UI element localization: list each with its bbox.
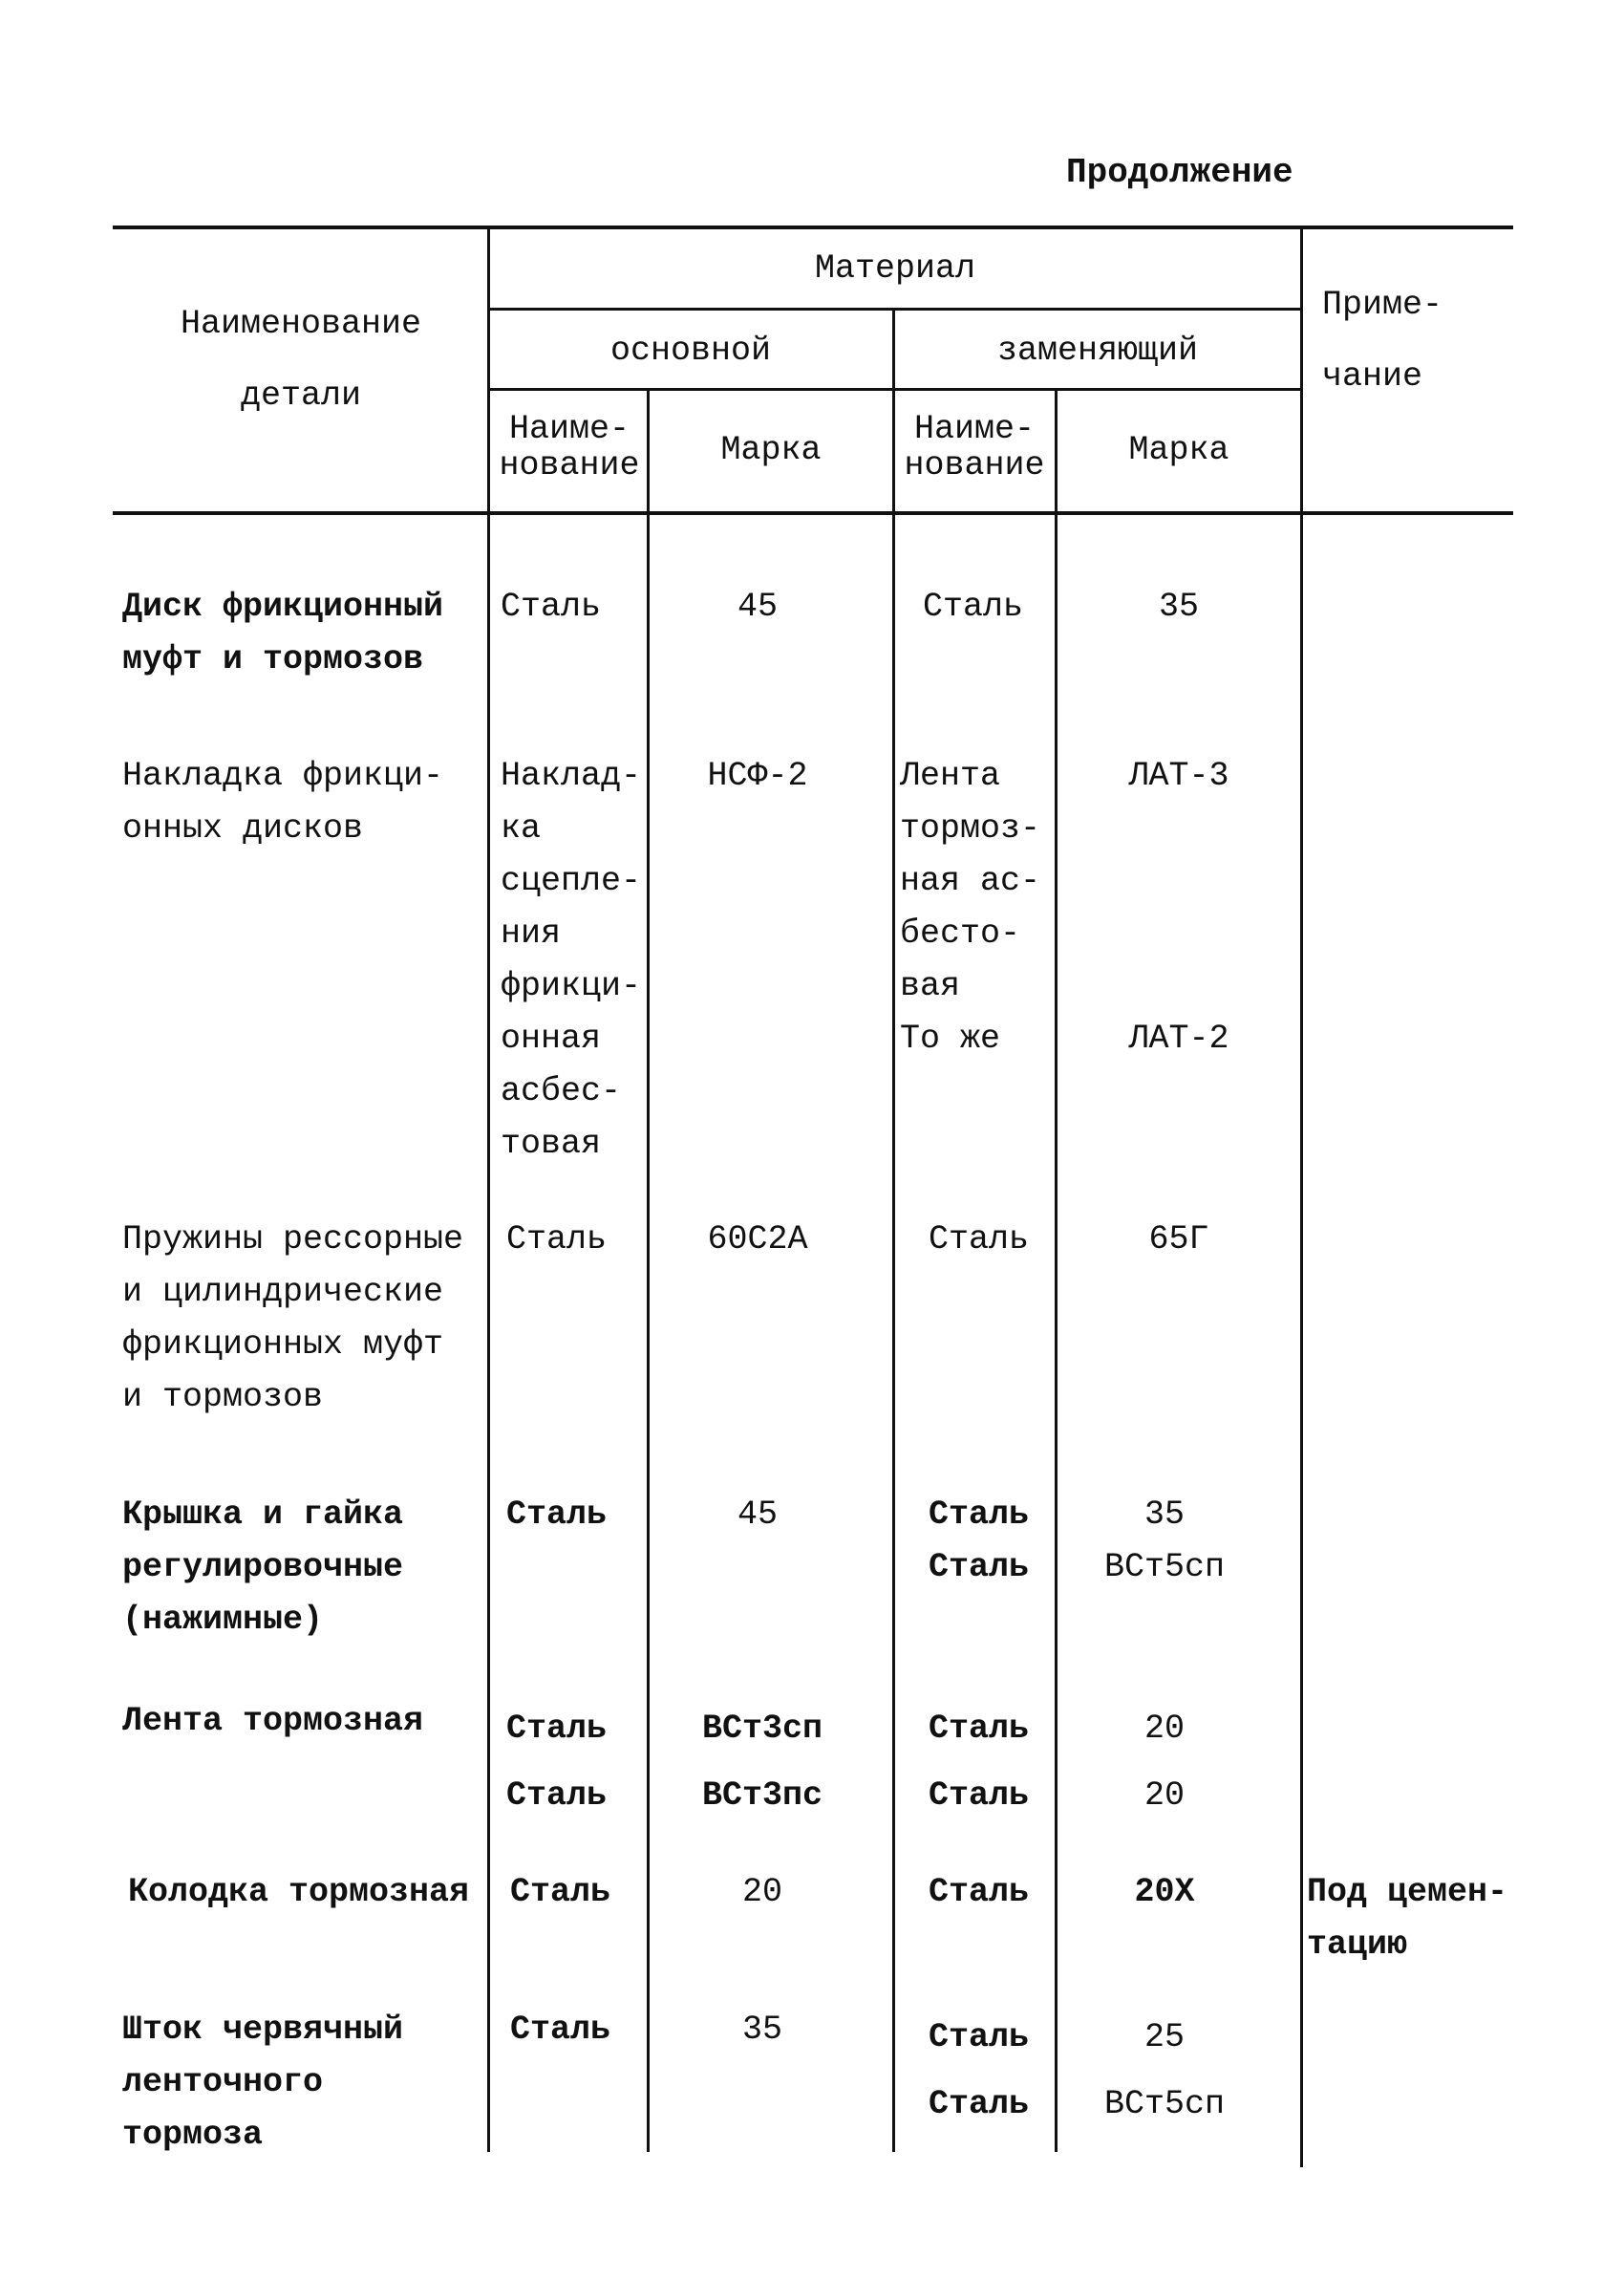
row-1-main-grade: НСФ-2	[707, 757, 808, 795]
row-2-main-name: Сталь	[506, 1220, 608, 1258]
row-2-repl-name: Сталь	[929, 1220, 1030, 1258]
header-repl-grade: Марка	[1128, 431, 1229, 469]
row-4-main-name: Сталь Сталь	[506, 1710, 608, 1815]
row-3-main-name: Сталь	[506, 1495, 608, 1534]
row-5-main-name: Сталь	[510, 1873, 611, 1911]
header-main-name: Наиме- нование	[499, 410, 640, 484]
row-0-part: Диск фрикционный муфт и тормозов	[122, 588, 444, 678]
header-main-grade: Марка	[720, 431, 822, 469]
row-2-main-grade: 60С2А	[707, 1220, 808, 1258]
continuation-label: Продолжение	[1066, 153, 1293, 192]
row-3-part: Крышка и гайка регулировочные (нажимные)	[122, 1495, 404, 1639]
row-5-repl-grade: 20Х	[1134, 1873, 1195, 1911]
row-4-repl-name: Сталь Сталь	[929, 1710, 1030, 1815]
header-note: Приме- чание	[1322, 286, 1443, 396]
row-0-repl-name: Сталь	[923, 588, 1024, 626]
row-5-part: Колодка тормозная	[128, 1873, 470, 1911]
row-3-repl-name: Сталь Сталь	[929, 1495, 1030, 1586]
row-4-part: Лента тормозная	[122, 1702, 424, 1740]
col-divider-main	[892, 309, 895, 2152]
row-1-repl-name: Лента тормоз- ная ас- бесто- вая То же	[900, 757, 1041, 1058]
row-5-repl-name: Сталь	[929, 1873, 1030, 1911]
column-header-rule	[489, 388, 1301, 391]
row-6-main-grade: 35	[741, 2011, 782, 2049]
row-5-note: Под цемен- тацию	[1307, 1873, 1508, 1964]
row-6-repl-name: Сталь Сталь	[929, 2018, 1030, 2123]
row-0-main-grade: 45	[737, 588, 778, 626]
row-0-main-name: Сталь	[501, 588, 602, 626]
row-4-repl-grade: 20 20	[1143, 1710, 1185, 1815]
col-divider-part	[487, 227, 490, 2152]
row-3-repl-grade: 35 ВСт5сп	[1103, 1495, 1226, 1586]
header-main: основной	[609, 332, 772, 370]
header-material: Материал	[814, 249, 976, 288]
col-divider-note	[1300, 227, 1303, 2167]
row-2-part: Пружины рессорные и цилиндрические фрикционных муфт и тормозов	[122, 1220, 464, 1416]
row-6-repl-grade: 25 ВСт5сп	[1103, 2018, 1226, 2123]
header-replacement: заменяющий	[996, 332, 1199, 370]
row-6-main-name: Сталь	[510, 2011, 611, 2049]
row-1-repl-grade: ЛАТ-3 ЛАТ-2	[1128, 757, 1229, 1058]
row-0-repl-grade: 35	[1158, 588, 1199, 626]
row-6-part: Шток червячный ленточного тормоза	[122, 2011, 404, 2154]
row-2-repl-grade: 65Г	[1148, 1220, 1209, 1258]
material-subheader-rule	[489, 308, 1301, 311]
row-5-main-grade: 20	[741, 1873, 782, 1911]
row-3-main-grade: 45	[737, 1495, 778, 1534]
row-1-part: Накладка фрикци- онных дисков	[122, 757, 444, 848]
header-part-name: Наименование детали	[180, 305, 422, 415]
row-1-main-name: Наклад- ка сцепле- ния фрикци- онная асбес- товая	[501, 757, 642, 1163]
table-top-rule	[113, 226, 1513, 229]
row-4-main-grade: ВСт3сп ВСт3пс	[701, 1710, 823, 1815]
header-repl-name: Наиме- нование	[904, 410, 1045, 484]
header-bottom-rule	[113, 511, 1513, 515]
